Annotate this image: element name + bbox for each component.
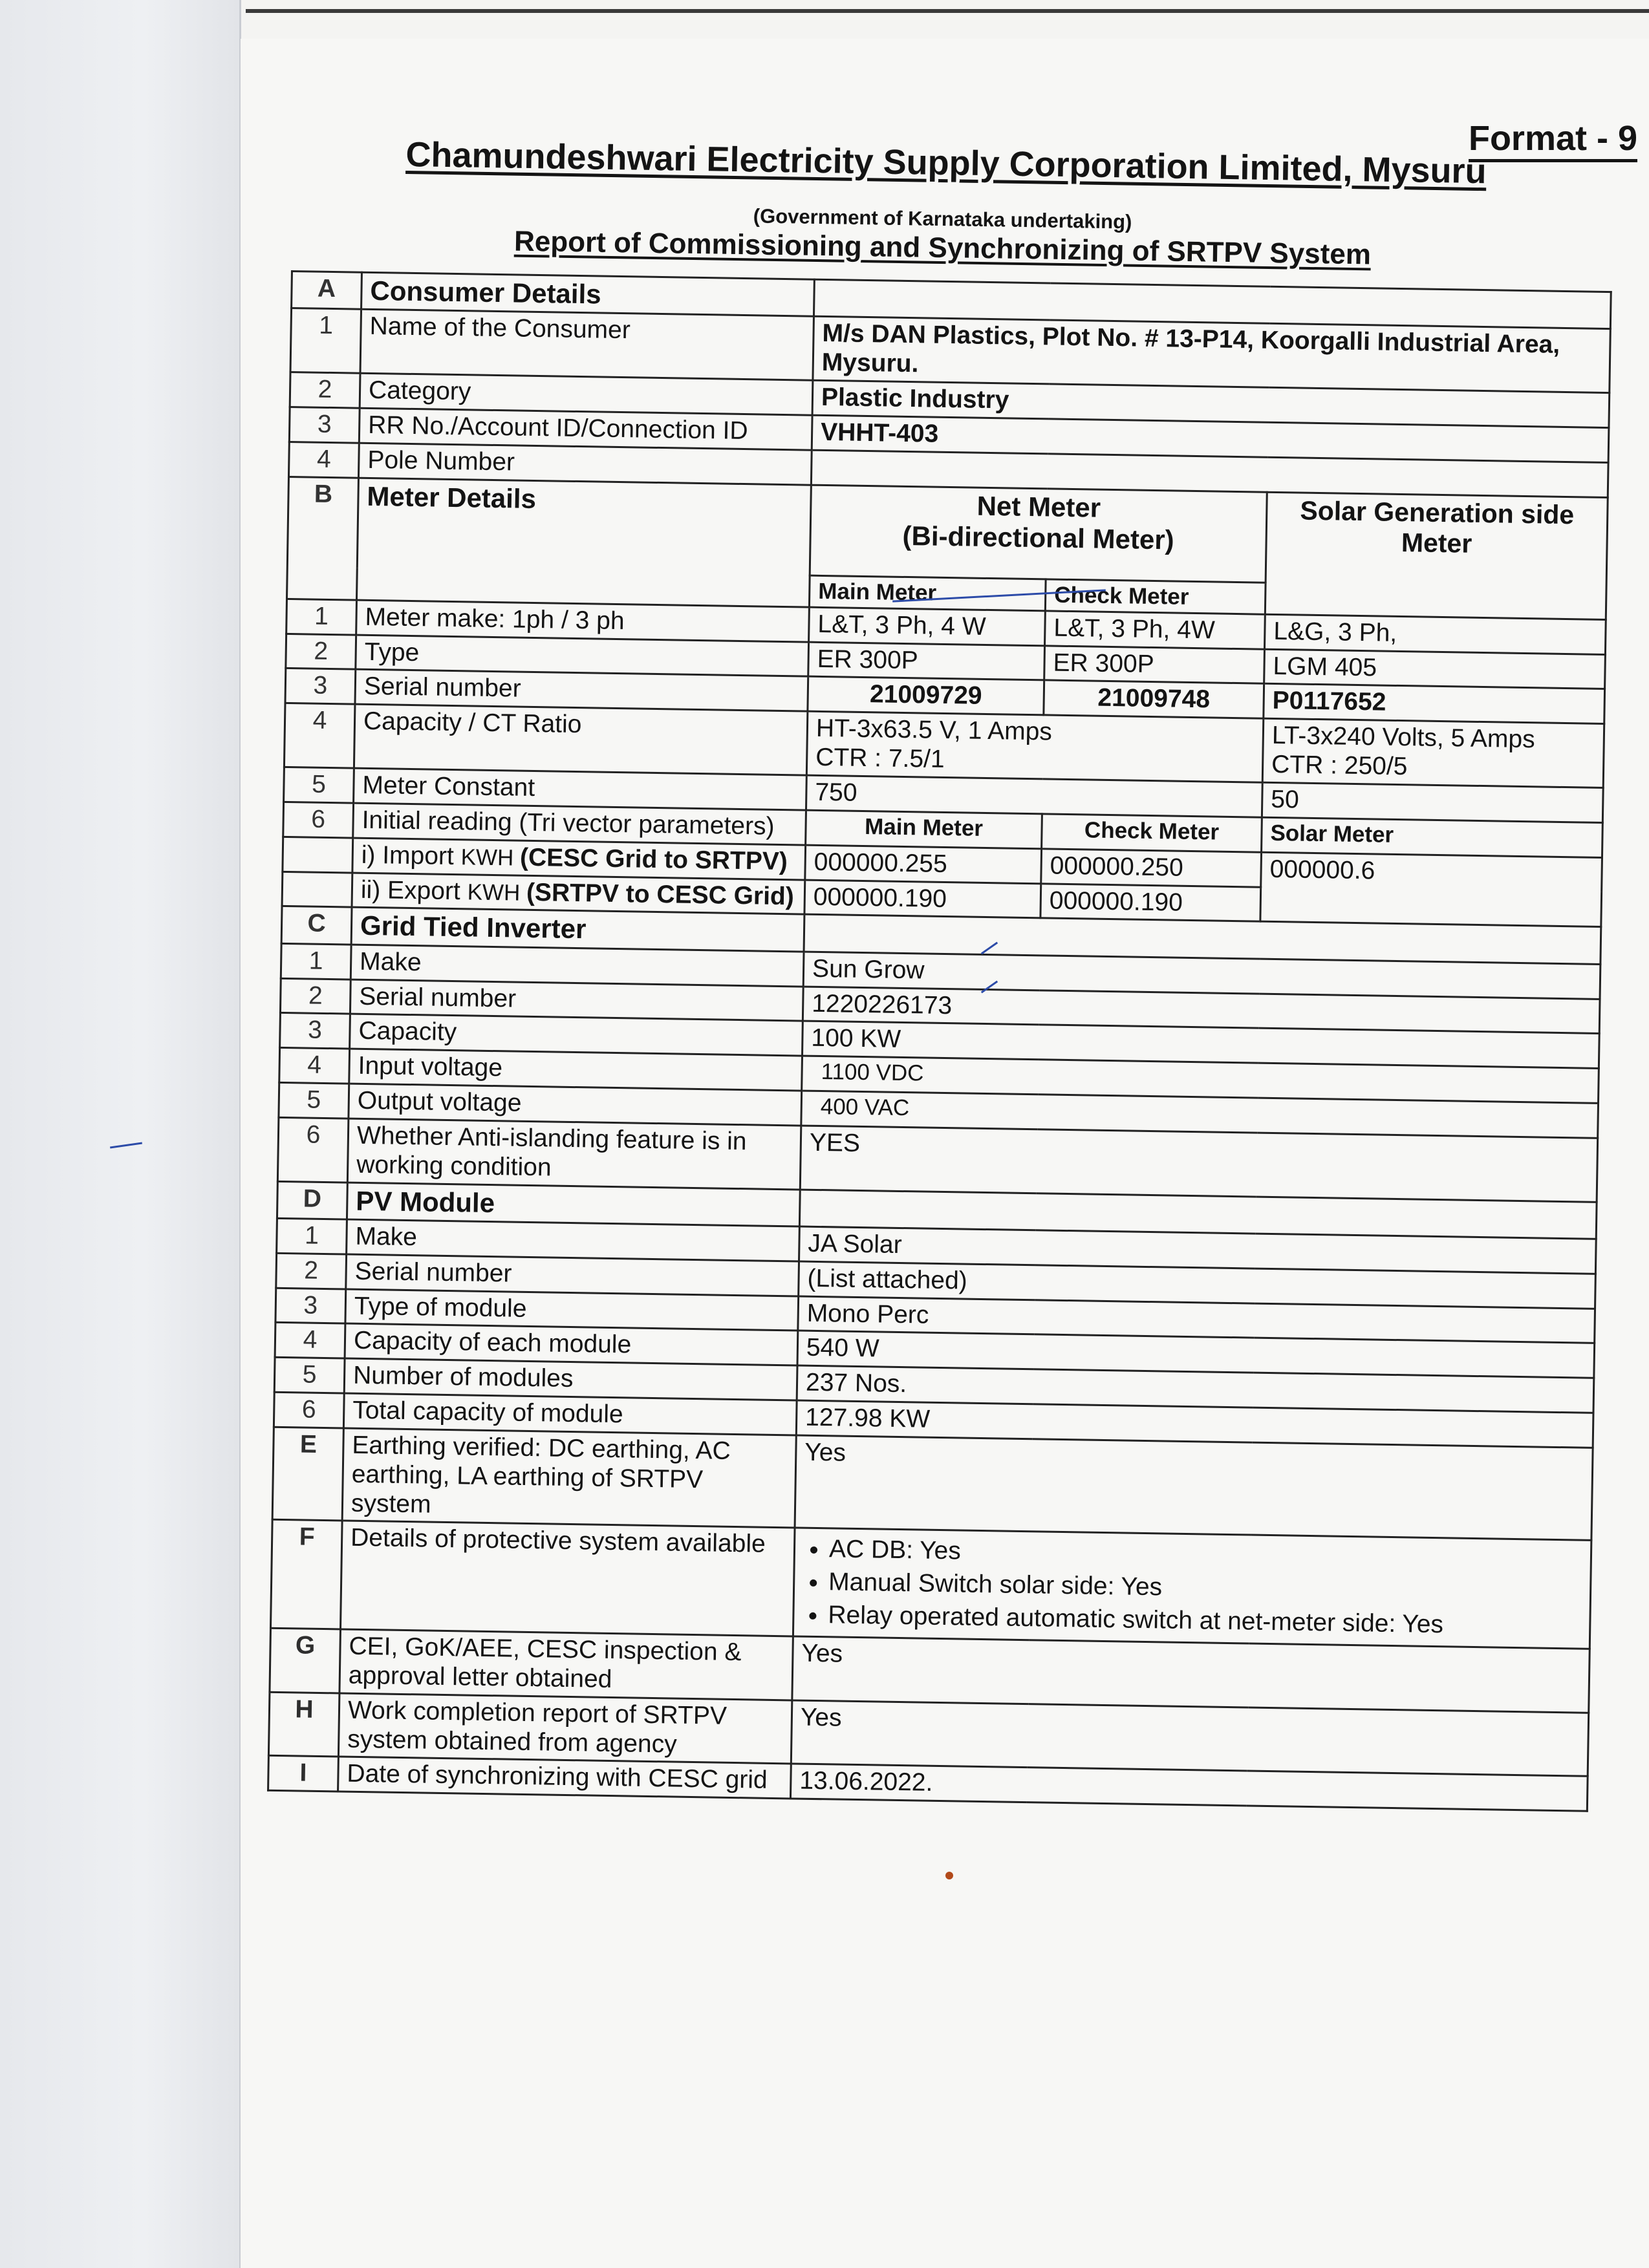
section-id: G — [270, 1628, 341, 1693]
export-label: ii) Export KWH (SRTPV to CESC Grid) — [352, 873, 805, 915]
field-label: Meter make: 1ph / 3 ph — [356, 600, 810, 642]
row-number: 1 — [281, 943, 351, 979]
binding-edge — [0, 0, 241, 2268]
row-number: 2 — [286, 634, 356, 670]
row-number: 2 — [280, 978, 350, 1014]
ink-dot — [945, 1872, 953, 1879]
solar-meter-value: LGM 405 — [1264, 649, 1606, 689]
field-value: YES — [800, 1126, 1597, 1202]
row-number: 3 — [275, 1288, 346, 1324]
category-value: Plastic Industry — [812, 380, 1610, 427]
import-label: i) Import KWH (CESC Grid to SRTPV) — [352, 838, 806, 880]
section-id: C — [281, 906, 352, 945]
report-title: Report of Commissioning and Synchronizing of SRTPV System — [513, 225, 1372, 271]
check-import-value: 000000.250 — [1041, 849, 1262, 887]
field-label: Serial number — [350, 979, 803, 1022]
row-number: 4 — [284, 703, 355, 768]
row-number: 2 — [290, 372, 360, 408]
solar-meter-heading: Solar Generation side Meter — [1265, 492, 1608, 620]
main-meter-value: 21009729 — [808, 677, 1044, 716]
section-id: E — [272, 1427, 343, 1521]
field-value: 127.98 KW — [796, 1400, 1593, 1448]
field-value: 400 VAC — [801, 1091, 1599, 1138]
field-value: 237 Nos. — [797, 1365, 1594, 1413]
field-value: 1220226173 — [803, 987, 1600, 1034]
solar-meter-constant: 50 — [1262, 782, 1603, 822]
field-label: Type — [356, 635, 809, 677]
check-meter-value: L&T, 3 Ph, 4W — [1045, 611, 1266, 649]
net-meter-constant: 750 — [806, 775, 1262, 817]
solar-meter-value: P0117652 — [1264, 684, 1605, 724]
field-label: Name of the Consumer — [360, 310, 814, 381]
section-title: Consumer Details — [361, 272, 815, 316]
net-meter-heading — [810, 485, 1267, 583]
field-label: Type of module — [345, 1289, 799, 1331]
protective-system-list — [793, 1528, 1591, 1649]
field-label: Date of synchronizing with CESC grid — [338, 1757, 792, 1799]
row-number: 1 — [290, 308, 361, 373]
format-label: Format - 9 — [1469, 120, 1637, 162]
main-meter-heading: Main Meter — [809, 575, 1046, 611]
field-label: Whether Anti-islanding feature is in working condition — [347, 1118, 801, 1190]
field-label: Meter Constant — [354, 768, 807, 810]
field-label: RR No./Account ID/Connection ID — [359, 408, 812, 450]
field-value: JA Solar — [799, 1226, 1597, 1274]
net-meter-label: Net Meter — [976, 490, 1101, 523]
field-label: Make — [347, 1219, 800, 1261]
check-meter-value: 21009748 — [1044, 680, 1264, 718]
field-label: Serial number — [346, 1254, 799, 1296]
field-value: 540 W — [797, 1331, 1595, 1378]
row-number: 1 — [277, 1218, 347, 1254]
field-label: Capacity — [350, 1014, 803, 1056]
row-number: 4 — [279, 1048, 350, 1084]
field-label: Initial reading (Tri vector parameters) — [353, 803, 806, 845]
row-number: 1 — [286, 599, 357, 635]
field-label: Category — [360, 373, 813, 415]
section-id: D — [277, 1181, 347, 1219]
main-meter-reading-heading: Main Meter — [806, 810, 1042, 849]
list-item: • Manual Switch solar side: Yes — [828, 1568, 1582, 1609]
row-number: 4 — [275, 1323, 345, 1359]
row-number: 2 — [276, 1253, 347, 1289]
field-value: Yes — [791, 1700, 1588, 1777]
field-value: 100 KW — [803, 1021, 1600, 1068]
synchronizing-date-value: 13.06.2022. — [790, 1764, 1588, 1811]
field-value: (List attached) — [799, 1261, 1596, 1309]
section-id: F — [271, 1520, 343, 1629]
section-id: H — [268, 1692, 339, 1757]
row-number: 3 — [280, 1013, 350, 1049]
section-f-row — [271, 1520, 1591, 1649]
government-subtitle: (Government of Karnataka undertaking) — [753, 204, 1132, 233]
section-title: PV Module — [347, 1182, 800, 1226]
main-import-value: 000000.255 — [805, 845, 1042, 884]
company-title: Chamundeshwari Electricity Supply Corporation Limited, Mysuru — [405, 134, 1487, 191]
field-label: CEI, GoK/AEE, CESC inspection & approval letter obtained — [339, 1629, 793, 1700]
field-label: Work completion report of SRTPV system obtained from agency — [338, 1693, 792, 1764]
field-label: Make — [350, 945, 804, 987]
section-title: Meter Details — [357, 478, 812, 607]
net-capacity-line: HT-3x63.5 V, 1 Amps — [815, 714, 1053, 746]
check-export-value: 000000.190 — [1040, 883, 1261, 921]
field-label: Total capacity of module — [343, 1393, 797, 1435]
solar-reading-value: 000000.6 — [1260, 852, 1602, 927]
row-number: 5 — [284, 767, 354, 803]
check-meter-value: ER 300P — [1044, 645, 1265, 683]
field-label: Capacity of each module — [345, 1323, 798, 1365]
row-number: 3 — [285, 669, 356, 705]
net-ctr-line: CTR : 7.5/1 — [815, 743, 945, 774]
row-number: 6 — [283, 802, 354, 838]
solar-meter-value: L&G, 3 Ph, — [1264, 614, 1606, 654]
section-id: B — [287, 476, 359, 600]
net-meter-capacity — [806, 711, 1263, 782]
row-number: 6 — [274, 1392, 344, 1428]
solar-meter-reading-heading: Solar Meter — [1262, 817, 1603, 857]
field-value: Sun Grow — [803, 952, 1600, 999]
field-label: Earthing verified: DC earthing, AC earthing, LA earthing of SRTPV system — [342, 1428, 796, 1528]
top-edge-line — [246, 9, 1649, 13]
solar-meter-capacity — [1262, 719, 1604, 788]
check-meter-reading-heading: Check Meter — [1042, 814, 1262, 852]
main-meter-value: L&T, 3 Ph, 4 W — [809, 607, 1046, 646]
section-id: A — [292, 272, 362, 310]
list-item: • Relay operated automatic switch at net-meter side: Yes — [828, 1601, 1582, 1642]
solar-ctr-line: CTR : 250/5 — [1271, 751, 1408, 781]
field-label: Number of modules — [344, 1358, 797, 1400]
field-value: Yes — [795, 1435, 1593, 1541]
check-meter-heading: Check Meter — [1045, 579, 1266, 614]
bidirectional-label: (Bi-directional Meter) — [902, 520, 1175, 555]
consumer-name-value: M/s DAN Plastics, Plot No. # 13-P14, Koorgalli Industrial Area, Mysuru. — [813, 317, 1610, 393]
field-label: Pole Number — [358, 443, 812, 485]
section-id: I — [268, 1756, 339, 1792]
field-label: Output voltage — [349, 1084, 802, 1126]
field-label: Serial number — [355, 670, 808, 712]
row-number: 4 — [288, 442, 359, 478]
account-id-value: VHHT-403 — [812, 415, 1609, 462]
list-item: • AC DB: Yes — [829, 1535, 1583, 1576]
row-number: 3 — [289, 407, 360, 443]
main-meter-value: ER 300P — [808, 642, 1045, 681]
field-label: Capacity / CT Ratio — [354, 704, 807, 775]
row-number: 5 — [279, 1082, 349, 1118]
solar-capacity-line: LT-3x240 Volts, 5 Amps — [1271, 722, 1536, 754]
section-title: Grid Tied Inverter — [351, 907, 804, 951]
field-label: Input voltage — [349, 1049, 803, 1091]
field-value: Yes — [792, 1636, 1590, 1713]
field-label: Details of protective system available — [340, 1521, 795, 1636]
row-number: 6 — [277, 1117, 349, 1182]
field-value: 1100 VDC — [802, 1056, 1599, 1103]
row-number: 5 — [274, 1358, 345, 1394]
main-export-value: 000000.190 — [804, 880, 1041, 919]
commissioning-form-table — [267, 270, 1612, 1812]
field-value: Mono Perc — [798, 1296, 1595, 1343]
